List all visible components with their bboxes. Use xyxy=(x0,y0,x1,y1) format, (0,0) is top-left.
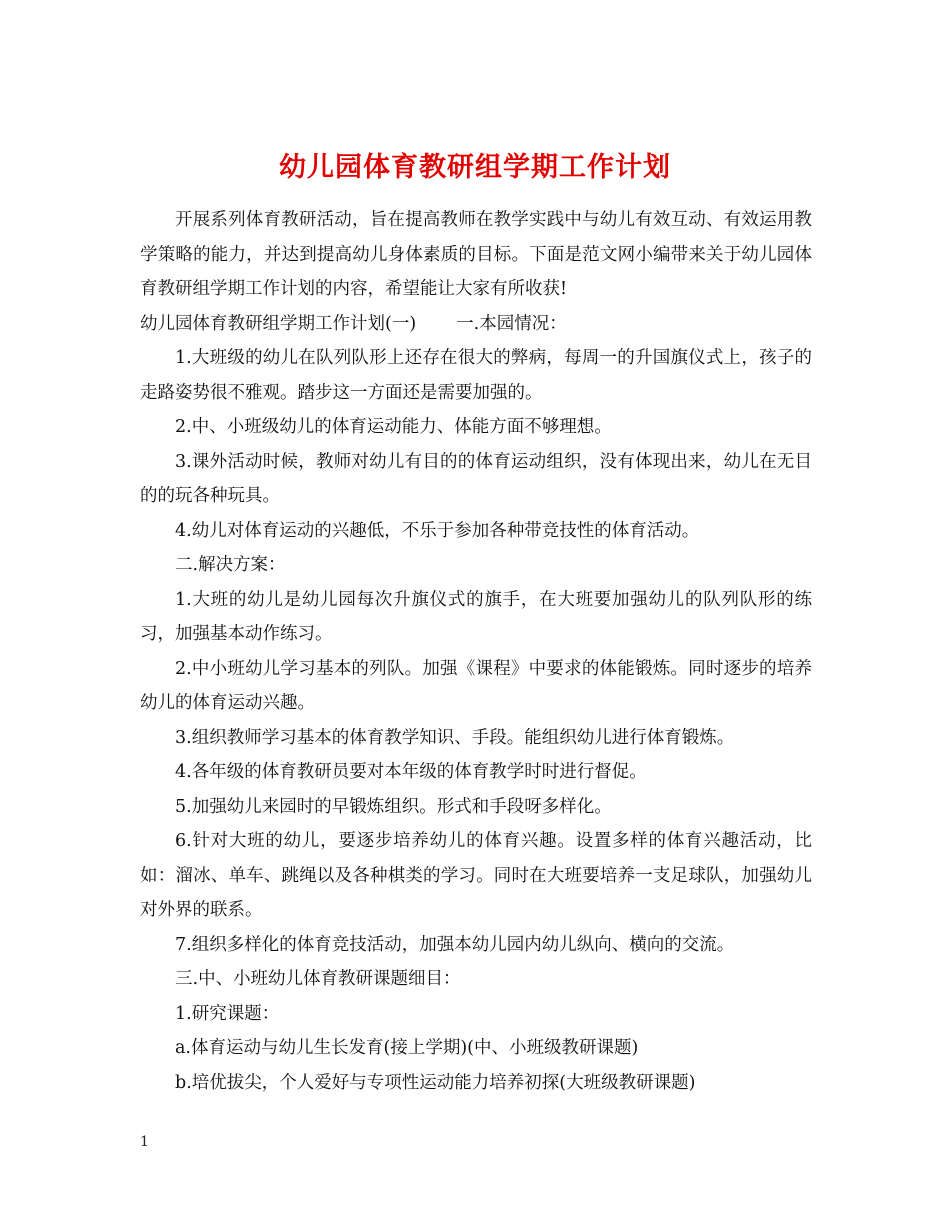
plan-heading-line xyxy=(140,307,812,342)
list-item: b.培优拔尖，个人爱好与专项性运动能力培养初探(大班级教研课题) xyxy=(175,1072,696,1093)
list-item: 1.研究课题： xyxy=(175,1003,280,1024)
intro-paragraph: 开展系列体育教研活动，旨在提高教师在教学实践中与幼儿有效互动、有效运用教学策略的能力，并达到提高幼儿身体素质的目标。下面是范文网小编带来关于幼儿园体育教研组学期工作计划的内容，希望能让大家有所收获! xyxy=(140,210,812,299)
page-number: 1 xyxy=(140,1134,149,1150)
section-3-heading: 三.中、小班幼儿体育教研课题细目： xyxy=(175,969,461,989)
list-item: 3.组织教师学习基本的体育教学知识、手段。能组织幼儿进行体育锻炼。 xyxy=(175,727,735,748)
list-item: 2.中、小班级幼儿的体育运动能力、体能方面不够理想。 xyxy=(175,417,612,437)
list-item: a.体育运动与幼儿生长发育(接上学期)(中、小班级教研课题) xyxy=(175,1038,639,1058)
list-item: 1.大班级的幼儿在队列队形上还存在很大的弊病，每周一的升国旗仪式上，孩子的走路姿势很不雅观。踏步这一方面还是需要加强的。 xyxy=(140,348,812,403)
section-1-heading: 一.本园情况： xyxy=(456,313,567,334)
plan-heading: 幼儿园体育教研组学期工作计划(一) xyxy=(140,313,417,334)
list-item: 4.各年级的体育教研员要对本年级的体育教学时时进行督促。 xyxy=(175,762,647,782)
list-item: 1.大班的幼儿是幼儿园每次升旗仪式的旗手，在大班要加强幼儿的队列队形的练习，加强基本动作练习。 xyxy=(140,589,812,644)
list-item: 3.课外活动时候，教师对幼儿有目的的体育运动组织，没有体现出来，幼儿在无目的的玩各种玩具。 xyxy=(140,451,812,506)
list-item: 4.幼儿对体育运动的兴趣低，不乐于参加各种带竞技性的体育活动。 xyxy=(175,520,700,541)
section-2-heading: 二.解决方案： xyxy=(175,555,286,575)
document-title: 幼儿园体育教研组学期工作计划 xyxy=(279,152,671,184)
document-body xyxy=(140,203,812,1100)
list-item: 7.组织多样化的体育竞技活动，加强本幼儿园内幼儿纵向、横向的交流。 xyxy=(175,934,735,955)
list-item: 2.中小班幼儿学习基本的列队。加强《课程》中要求的体能锻炼。同时逐步的培养幼儿的体育运动兴趣。 xyxy=(140,658,812,713)
list-item: 6.针对大班的幼儿，要逐步培养幼儿的体育兴趣。设置多样的体育兴趣活动，比如：溜冰、单车、跳绳以及各种棋类的学习。同时在大班要培养一支足球队，加强幼儿对外界的联系。 xyxy=(140,831,812,920)
list-item: 5.加强幼儿来园时的早锻炼组织。形式和手段呀多样化。 xyxy=(175,796,612,817)
